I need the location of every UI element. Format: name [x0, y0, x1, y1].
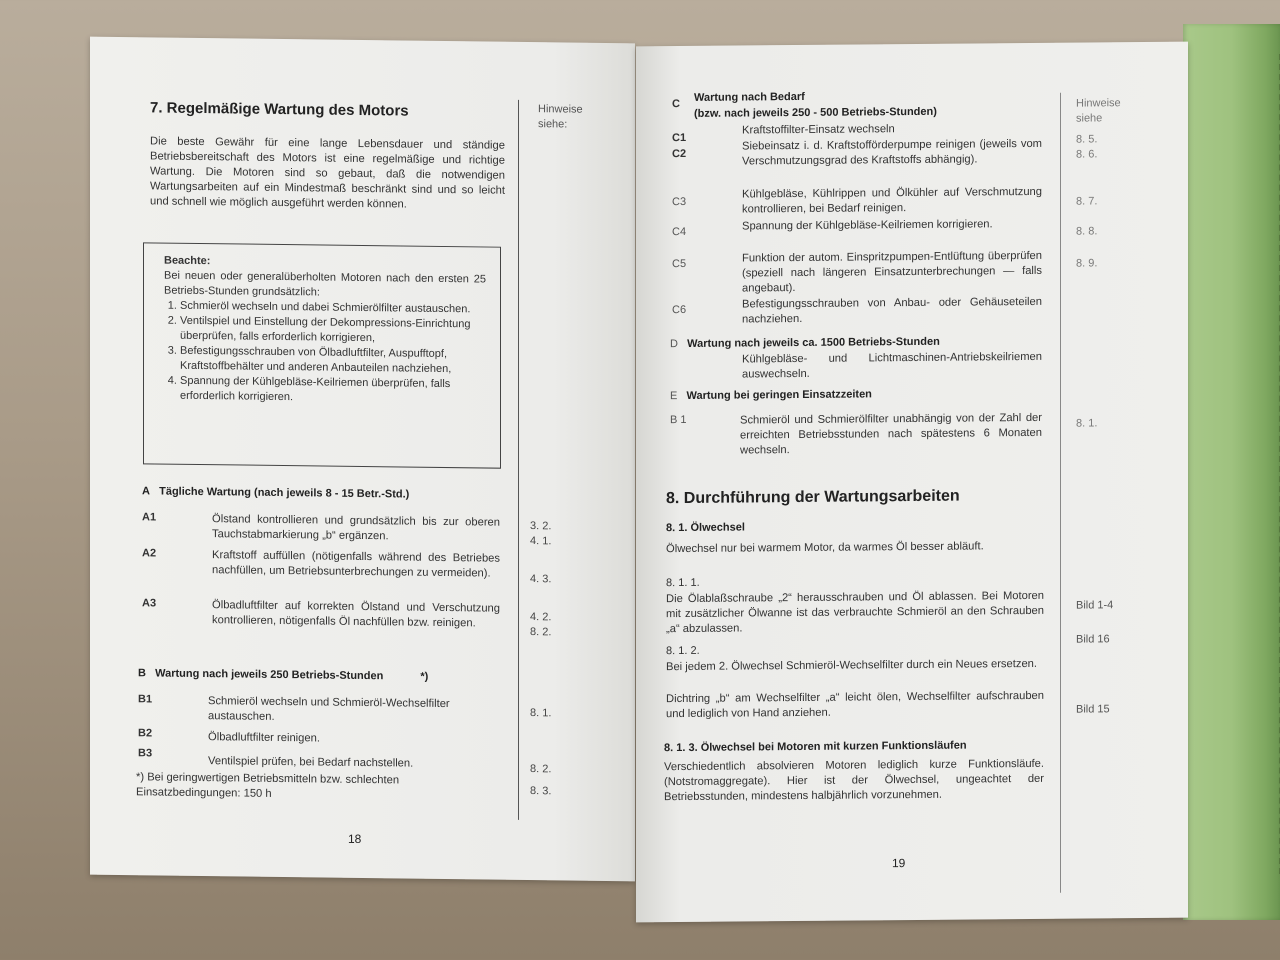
section-e-letter: E: [670, 390, 678, 403]
page-number-left: 18: [348, 831, 362, 846]
section-e-heading: [670, 388, 872, 402]
section-a-letter: A: [142, 485, 150, 498]
footnote-ref: 8. 3.: [530, 785, 552, 798]
item-text-c3: Kühlgebläse, Kühlrippen und Ölkühler auf Verschmutzung kontrollieren, bei Bedarf reinigen.: [742, 185, 1042, 216]
item-code-b2: B2: [138, 727, 153, 740]
section-c-title: Wartung nach Bedarf: [694, 90, 805, 104]
item-ref-c2: 8. 6.: [1076, 148, 1098, 161]
item-text-a2: Kraftstoff auffüllen (nötigenfalls während des Betriebes nachfüllen, um Betriebsunterbrechungen zu vermeiden).: [212, 549, 500, 580]
section-d-heading: [670, 336, 940, 350]
note-item: 2. Ventilspiel und Einstellung der Dekompressions-Einrichtung überprüfen, falls erforderlich korrigieren,: [180, 314, 486, 348]
chapter7-intro: Die beste Gewähr für eine lange Lebensdauer und ständige Betriebsbereitschaft des Motors ist eine regelmäßige und richtige Wartung. Die Motoren sind so gebaut, daß die notwendigen Wartungsarbeiten auf ein Mindestmaß beschränkt sind und so leicht und schnell wie möglich ausgeführt werden können.: [150, 135, 505, 211]
item-ref-c3: 8. 7.: [1076, 195, 1098, 208]
margin-divider: [518, 100, 519, 820]
booklet-green-cover: [1183, 24, 1280, 920]
section-b-footnote: *) Bei geringwertigen Betriebsmitteln bzw. schlechten Einsatzbedingungen: 150 h: [136, 771, 400, 800]
margin-header-line2: siehe:: [538, 118, 568, 131]
section-812-text1: Bei jedem 2. Ölwechsel Schmieröl-Wechselfilter durch ein Neues ersetzen.: [666, 657, 1038, 674]
section-811-label: 8. 1. 1.: [666, 576, 700, 590]
section-812-label: 8. 1. 2.: [666, 644, 700, 658]
item-code-c5: C5: [672, 257, 687, 271]
item-refs-a2: 4. 3.: [530, 573, 552, 586]
item-code-c4: C4: [672, 225, 687, 239]
ref: 3. 2.: [530, 520, 552, 533]
item-code-c1: C1: [672, 131, 687, 145]
margin-header-line1: Hinweise: [538, 103, 583, 116]
section-813-text: Verschiedentlich absolvieren Motoren lediglich kurze Funktionsläufe. (Notstromaggregate). Hier ist der Ölwechsel, ungeachtet der Betriebsstunden, mindestens halbjährlich vorzunehmen.: [664, 757, 1044, 804]
page-number-right: 19: [892, 856, 906, 871]
item-code-b1: B1: [138, 693, 153, 706]
ref-bild-16: Bild 16: [1076, 633, 1110, 646]
section-d-text: Kühlgebläse- und Lichtmaschinen-Antriebskeilriemen auswechseln.: [742, 350, 1042, 381]
item-text-c5: Funktion der autom. Einspritzpumpen-Entlüftung überprüfen (speziell nach längeren Einsatzunterbrechungen — falls angebaut).: [742, 249, 1042, 295]
margin-header-line2: siehe: [1076, 112, 1103, 125]
section-a-title: Tägliche Wartung (nach jeweils 8 - 15 Betr.-Std.): [159, 485, 410, 501]
note-box-content: [164, 254, 486, 408]
item-code-c2: C2: [672, 147, 687, 161]
chapter8-heading: 8. Durchführung der Wartungsarbeiten: [666, 487, 960, 508]
item-text-c1: Kraftstoffilter-Einsatz wechseln: [742, 123, 895, 137]
section-811-text: Die Ölablaßschraube „2“ herausschrauben und Öl ablassen. Bei Motoren mit zusätzlicher Ölwanne ist das verbrauchte Schmieröl an den Schrauben „a“ abzulassen.: [666, 589, 1044, 636]
item-code-a1: A1: [142, 511, 157, 524]
section-a-heading: [142, 485, 409, 500]
section-e-title: Wartung bei geringen Einsatzzeiten: [686, 388, 872, 402]
note-box: [143, 242, 501, 468]
item-ref-c1: 8. 5.: [1076, 133, 1098, 146]
item-refs-b1: 8. 1.: [530, 707, 552, 720]
item-text-c6: Befestigungsschrauben von Anbau- oder Gehäuseteilen nachziehen.: [742, 295, 1042, 326]
item-code-c3: C3: [672, 195, 687, 209]
item-text-a3: Ölbadluftfilter auf korrekten Ölstand und Verschutzung kontrollieren, nötigenfalls Öl nachfüllen bzw. reinigen.: [212, 599, 500, 630]
section-812-text2: Dichtring „b“ am Wechselfilter „a“ leicht ölen, Wechselfilter aufschrauben und lediglich von Hand anziehen.: [666, 689, 1044, 721]
margin-header: [538, 102, 583, 133]
section-c-letter: C: [672, 98, 680, 111]
margin-header-line1: Hinweise: [1076, 97, 1121, 110]
item-code-c6: C6: [672, 303, 687, 317]
ref-bild-1-4: Bild 1-4: [1076, 599, 1114, 612]
section-c-heading: [694, 88, 937, 122]
ref: 4. 1.: [530, 535, 552, 548]
item-ref-c5: 8. 9.: [1076, 257, 1098, 270]
note-item: 1. Schmieröl wechseln und dabei Schmierölfilter austauschen.: [180, 299, 486, 318]
note-item: 4. Spannung der Kühlgebläse-Keilriemen überprüfen, falls erforderlich korrigieren.: [180, 374, 486, 408]
ref: 8. 2.: [530, 626, 552, 639]
ref-bild-15: Bild 15: [1076, 703, 1110, 716]
item-text-a1: Ölstand kontrollieren und grundsätzlich bis zur oberen Tauchstabmarkierung „b“ ergänzen.: [212, 513, 500, 543]
item-text-b2: Ölbadluftfilter reinigen.: [208, 731, 320, 745]
section-c-subtitle: (bzw. nach jeweils 250 - 500 Betriebs-Stunden): [694, 105, 937, 120]
item-text-e-b1: Schmieröl und Schmierölfilter unabhängig von der Zahl der erreichten Betriebsstunden nach spätestens 6 Monaten wechseln.: [740, 411, 1042, 457]
note-item: 3. Befestigungsschrauben von Ölbadluftfilter, Auspufftopf, Kraftstoffbehälter und anderen Anbauteilen nachziehen,: [180, 344, 486, 378]
note-box-list: [164, 299, 486, 408]
item-code-a3: A3: [142, 597, 157, 610]
section-b-heading: [138, 667, 428, 683]
item-text-b1: Schmieröl wechseln und Schmieröl-Wechselfilter austauschen.: [208, 695, 450, 723]
item-refs-a1: [530, 519, 551, 549]
margin-header: [1076, 96, 1121, 126]
note-box-title: Beachte:: [164, 254, 211, 268]
item-code-a2: A2: [142, 547, 157, 560]
ref: 4. 2.: [530, 611, 552, 624]
chapter7-heading: 7. Regelmäßige Wartung des Motors: [150, 99, 409, 120]
item-ref-e-b1: 8. 1.: [1076, 417, 1098, 430]
item-code-e-b1: B 1: [670, 413, 687, 427]
section-81-text: Ölwechsel nur bei warmem Motor, da warmes Öl besser abläuft.: [666, 540, 984, 556]
item-text-c4: Spannung der Kühlgebläse-Keilriemen korrigieren.: [742, 218, 993, 233]
item-refs-a3: [530, 610, 551, 640]
item-text-c2: Siebeinsatz i. d. Kraftstofförderpumpe reinigen (jeweils vom Verschmutzungsgrad des Kraftstoffs abhängig).: [742, 137, 1042, 168]
section-d-letter: D: [670, 338, 678, 351]
item-ref-c4: 8. 8.: [1076, 225, 1098, 238]
margin-divider: [1060, 93, 1061, 893]
note-box-lead: Bei neuen oder generalüberholten Motoren nach den ersten 25 Betriebs-Stunden grundsätzlich:: [164, 269, 486, 299]
item-code-b3: B3: [138, 747, 153, 760]
section-813-title: 8. 1. 3. Ölwechsel bei Motoren mit kurzen Funktionsläufen: [664, 739, 967, 755]
section-b-letter: B: [138, 667, 146, 680]
right-page: [636, 42, 1188, 923]
section-81-title: 8. 1. Ölwechsel: [666, 521, 745, 535]
section-b-title: Wartung nach jeweils 250 Betriebs-Stunden: [155, 667, 384, 683]
left-page: [90, 37, 635, 882]
item-refs-b3: 8. 2.: [530, 763, 552, 776]
section-d-title: Wartung nach jeweils ca. 1500 Betriebs-Stunden: [687, 335, 940, 350]
item-text-b3: Ventilspiel prüfen, bei Bedarf nachstellen.: [208, 755, 414, 770]
footnote-mark: *): [420, 670, 429, 683]
